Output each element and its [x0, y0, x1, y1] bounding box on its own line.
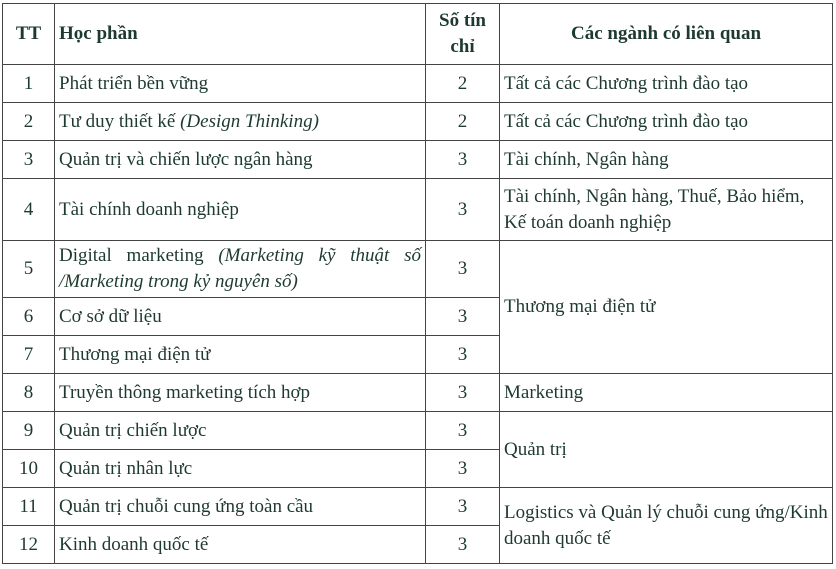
course-name: Tư duy thiết kế: [59, 110, 181, 132]
table-row: [3, 179, 833, 241]
row-credits: 3: [426, 241, 500, 298]
row-tt: 10: [3, 450, 55, 488]
row-tt: 12: [3, 526, 55, 564]
row-course: Quản trị và chiến lược ngân hàng: [55, 141, 426, 179]
row-credits: 3: [426, 412, 500, 450]
row-credits: 3: [426, 298, 500, 336]
row-course: Cơ sở dữ liệu: [55, 298, 426, 336]
row-course: [55, 241, 426, 298]
table-header-row: [3, 4, 833, 65]
row-credits: 3: [426, 526, 500, 564]
table-row: [3, 412, 833, 450]
course-name-italic: (Marketing kỹ thuật số /Marketing trong kỷ nguyên số): [59, 245, 421, 292]
table-row: [3, 488, 833, 526]
row-course: Quản trị chuỗi cung ứng toàn cầu: [55, 488, 426, 526]
row-course: Kinh doanh quốc tế: [55, 526, 426, 564]
row-tt: 8: [3, 374, 55, 412]
row-tt: 5: [3, 241, 55, 298]
row-majors: Quản trị: [500, 412, 833, 488]
row-credits: 3: [426, 141, 500, 179]
table-row: [3, 103, 833, 141]
row-credits: 3: [426, 450, 500, 488]
row-majors: Tài chính, Ngân hàng: [500, 141, 833, 179]
row-credits: 3: [426, 488, 500, 526]
row-tt: 4: [3, 179, 55, 241]
row-majors: Marketing: [500, 374, 833, 412]
table-row: [3, 65, 833, 103]
table-row: [3, 141, 833, 179]
course-table: [2, 3, 833, 564]
row-tt: 3: [3, 141, 55, 179]
row-course: Thương mại điện tử: [55, 336, 426, 374]
row-credits: 3: [426, 336, 500, 374]
table-row: [3, 374, 833, 412]
row-tt: 11: [3, 488, 55, 526]
row-course: Phát triển bền vững: [55, 65, 426, 103]
row-tt: 2: [3, 103, 55, 141]
row-credits: 3: [426, 179, 500, 241]
header-course: Học phần: [55, 4, 426, 65]
table-row: [3, 241, 833, 298]
row-majors: Tất cả các Chương trình đào tạo: [500, 103, 833, 141]
row-credits: 2: [426, 103, 500, 141]
row-course: Quản trị nhân lực: [55, 450, 426, 488]
row-course: Tài chính doanh nghiệp: [55, 179, 426, 241]
row-tt: 7: [3, 336, 55, 374]
row-tt: 9: [3, 412, 55, 450]
row-majors: Thương mại điện tử: [500, 241, 833, 374]
header-tt: TT: [3, 4, 55, 65]
row-credits: 3: [426, 374, 500, 412]
row-majors: Tài chính, Ngân hàng, Thuế, Bảo hiểm, Kế toán doanh nghiệp: [500, 179, 833, 241]
header-majors: Các ngành có liên quan: [500, 4, 833, 65]
course-name-italic: (Design Thinking): [180, 110, 319, 132]
header-credits: Số tín chỉ: [426, 4, 500, 65]
course-name: Digital marketing: [59, 245, 219, 266]
row-tt: 6: [3, 298, 55, 336]
row-course: Quản trị chiến lược: [55, 412, 426, 450]
row-course: [55, 103, 426, 141]
row-majors: Logistics và Quản lý chuỗi cung ứng/Kinh doanh quốc tế: [500, 488, 833, 564]
row-tt: 1: [3, 65, 55, 103]
row-majors: Tất cả các Chương trình đào tạo: [500, 65, 833, 103]
row-course: Truyền thông marketing tích hợp: [55, 374, 426, 412]
row-credits: 2: [426, 65, 500, 103]
